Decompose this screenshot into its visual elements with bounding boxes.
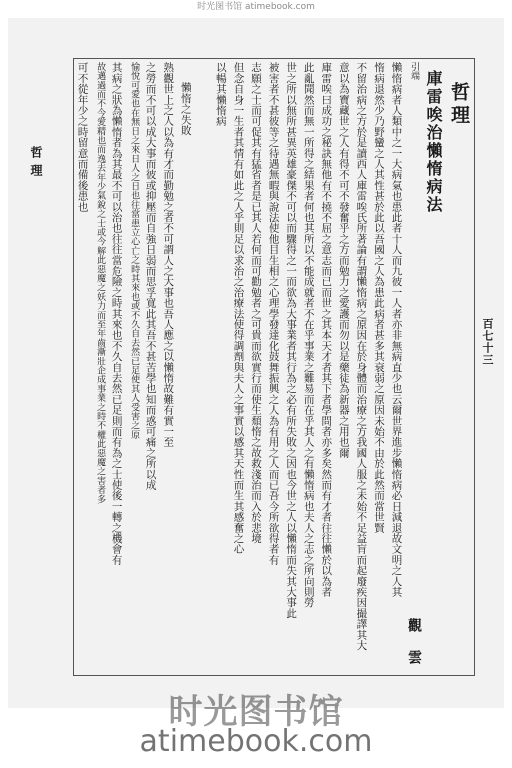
watermark-url: atimebook.com	[139, 724, 373, 759]
author: 觀雲	[406, 618, 422, 682]
body-text	[77, 62, 469, 668]
watermark-cn: 时光图书馆	[168, 692, 344, 732]
article-title: 庫雷唉治懶惰病法	[423, 70, 443, 214]
text-line: 被害者不甚彼等之待遇無暇與說法使他目生相之心理學發達化鼓舞振興之人為有用之人而已吾今所欲得者有	[267, 62, 280, 565]
text-line: 意以為寶藏世之人有得不可不發奮乎之方而勉力之愛護而勿以是藥徒為新器之用也爾	[337, 62, 350, 458]
text-line: 愉悅可愛也在無日之來日人之日也往當患立心亡之時其來也或不久自去然已足使其人受害之原	[129, 62, 140, 440]
text-line: 不留治病之方於是讀西人庫雷唉氏所著論有謂懶惰病之原因在於身體而治療之方我國人服之未始不足益肓而起廢疾因撮譯其大	[355, 62, 368, 651]
subsection-title: 懶惰之失敗	[179, 82, 192, 136]
page-number: 百七十三	[481, 318, 494, 366]
text-line: 惰病退然少乃野蠻之人其性甚於此以吾國之人為患此病者甚多其衰弱之原因未始不由於此然而當世賢	[372, 62, 385, 533]
text-line: 庫雷唉曰成功之秘訣無他有不撓不屈之意志而已而世之其本天才者其下者學問者亦多矣然而有才者往往懶於以為者	[320, 62, 333, 597]
text-line: 但念自身一生者其情有如此之人乎則足以求治之治療法使得調劑與夫人之事實以感其天性而生其感奮之心	[232, 62, 245, 555]
text-line: 熟觀世上之人以為有才而勤勉之者不可謂人之大事也吾人應之以懶惰故難有實一至	[162, 62, 175, 448]
site-header: 时光图书馆 atimebook.com	[197, 2, 315, 12]
text-line: 以暢其懶惰病	[214, 62, 227, 127]
intro-label: 引端	[409, 62, 419, 81]
book-page	[8, 18, 504, 708]
text-line: 可不從年少之時留意而備後患也	[76, 62, 89, 212]
text-line: 懶惰病者人類中之一大病氣也患此者十人而九彼一人者亦非無病直少也云爾世界進步懶惰病必日減退故文明之人其	[390, 62, 403, 597]
section-title: 哲理	[447, 82, 470, 128]
text-line: 其病之狀為懶惰者為其最不可以治也往往當危險之時其來也不久自去然已足則而有為之士使後一轉之機會有	[110, 62, 123, 565]
text-frame	[73, 58, 475, 676]
text-line: 故邁過而不今愛精也而逸去年少氣銳之士或今解此惡魔之妖力而至年齒漸壯企成事業之時不權此惡魔之害者多	[95, 62, 106, 504]
text-line: 志願之士而可促其有猛省者是已其人若何而可勸勉者之可貴而欲實行而使生頹惰之故救淺治而入於悲境	[250, 62, 263, 544]
running-header: 哲理	[29, 146, 43, 182]
text-line: 之勞而不可以成大事而彼或抑壓而自強日弱而思孚寬此其吾不甚苦學也知而惑可痛之所以成	[144, 62, 157, 490]
text-line: 此亂聞然而無一所得之結果者何也其所以不能成就者不在乎事業之難易而在乎其人之有懶惰病也夫人之志之所向則勞	[302, 62, 315, 608]
text-line: 世之所以無所甚異英雄豪傑不可以而驟得之一而欲為大事業者其行為之必有所失敗之因也今世之人以懶惰而失其大事此	[285, 62, 298, 619]
